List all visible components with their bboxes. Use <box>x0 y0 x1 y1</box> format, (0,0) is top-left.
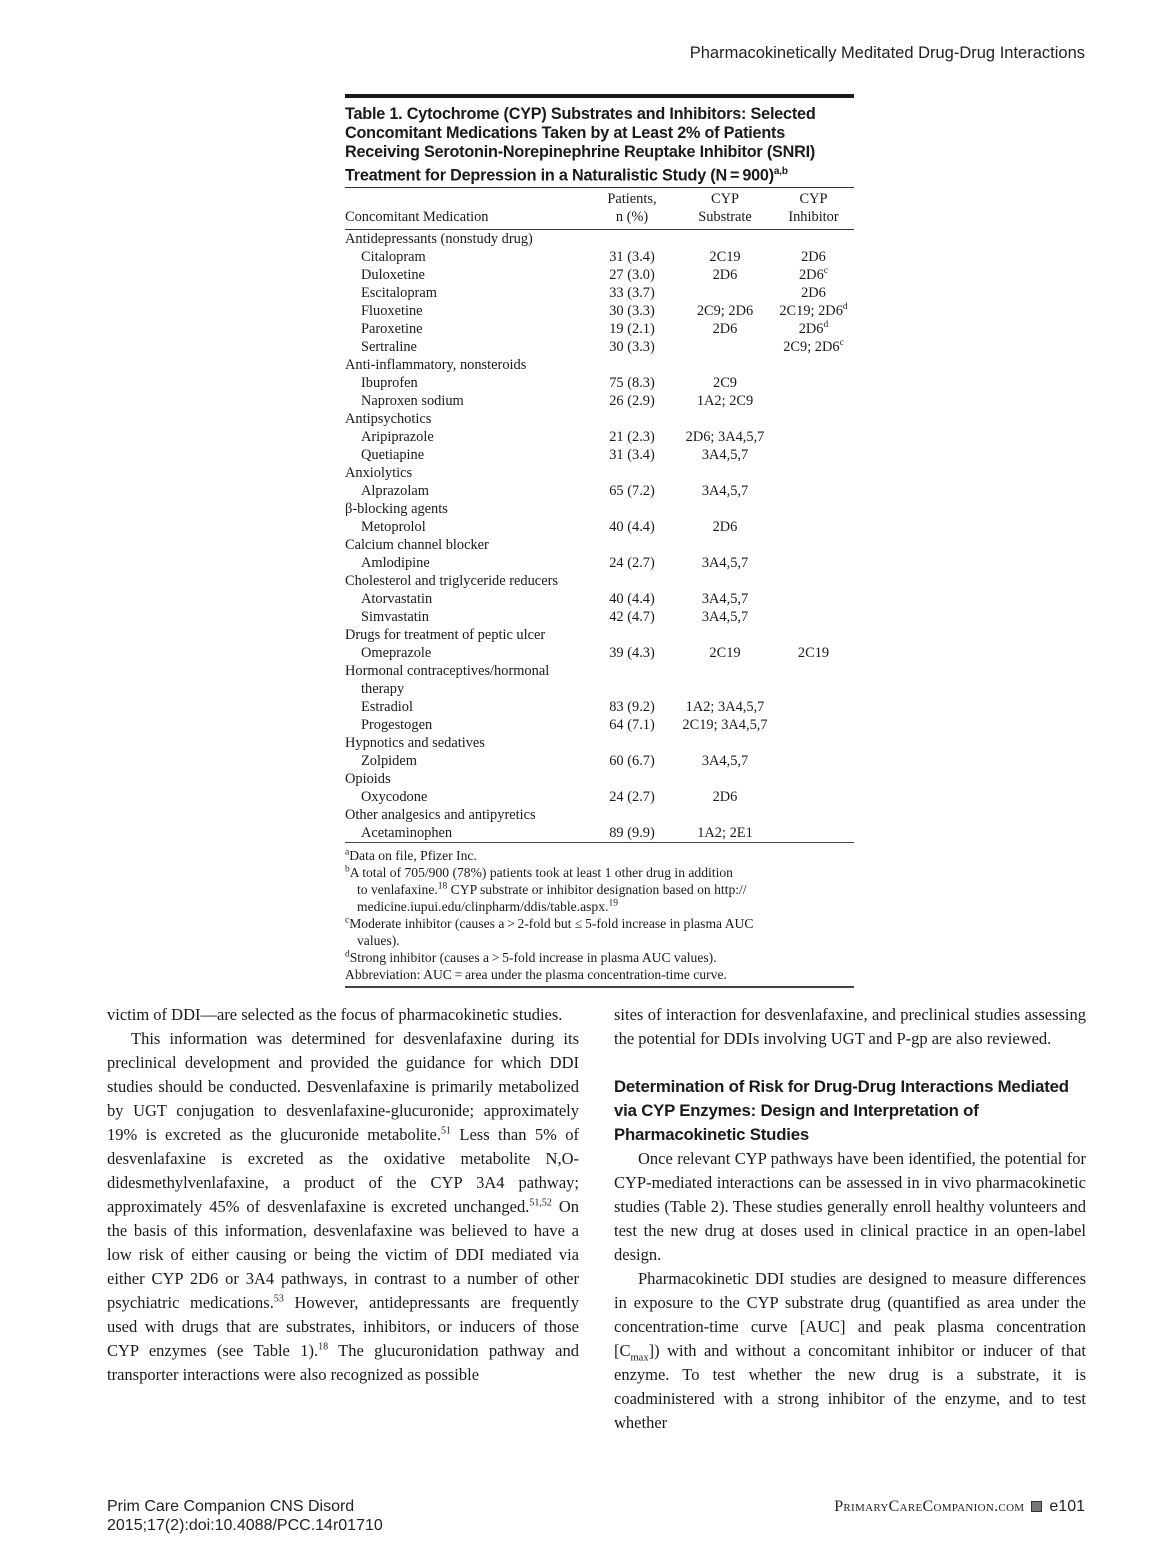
table-category-row <box>345 500 854 518</box>
table-row <box>345 446 854 464</box>
cell-substrate: 2C19; 3A4,5,7 <box>682 717 768 734</box>
table-category-row <box>345 230 854 249</box>
cell-inhibitor <box>773 824 854 843</box>
citation-ref: 51,52 <box>529 1197 552 1209</box>
cell-inhibitor <box>773 446 854 464</box>
cell-inhibitor: 2D6$^d$ <box>798 320 829 338</box>
cell-medication: Acetaminophen <box>345 824 587 843</box>
cell-substrate: 3A4,5,7 <box>701 591 749 608</box>
table-category-row <box>345 680 854 698</box>
cell-patients: 24 (2.7) <box>609 555 655 572</box>
cell-inhibitor <box>773 698 854 716</box>
table-row <box>345 554 854 572</box>
cell-medication: Amlodipine <box>361 555 430 572</box>
citation-ref: 53 <box>273 1293 284 1305</box>
cell-substrate: 2C9; 2D6 <box>696 303 754 320</box>
cell-substrate: 3A4,5,7 <box>701 609 749 626</box>
cell-category: Opioids <box>345 771 391 788</box>
table-row <box>345 428 854 446</box>
table-header-row <box>345 188 854 230</box>
paragraph: Pharmacokinetic DDI studies are designed to measure differences in exposure to the CYP substrate drug (quantified as area under the concentration-time curve [AUC] and peak plasma concentration $[C_{max}]$) with and without a concomitant inhibitor or inducer of that enzyme. To test whether the new drug is a substrate, it is coadministered with a strong inhibitor of the enzyme, and to test whether <box>614 1269 1086 1432</box>
footnote-abbreviation: Abbreviation: AUC = area under the plasma concentration-time curve. <box>345 967 727 983</box>
cell-substrate: 2D6 <box>712 789 738 806</box>
cell-patients: 27 (3.0) <box>609 267 655 284</box>
table-1 <box>345 94 854 988</box>
cell-medication: Atorvastatin <box>361 591 433 608</box>
paragraph: Once relevant CYP pathways have been identified, the potential for CYP-mediated interactions can be assessed in in vivo pharmacokinetic studies (Table 2). These studies generally enroll healthy volunteers and test the new drug at doses used in clinical practice in an open-label design. <box>614 1149 1086 1264</box>
table-category-row <box>345 770 854 788</box>
square-separator-icon <box>1031 1501 1042 1512</box>
cell-category: Hypnotics and sedatives <box>345 735 485 752</box>
doi: 2015;17(2):doi:10.4088/PCC.14r01710 <box>107 1517 383 1534</box>
body-column-left <box>107 1003 579 1387</box>
footer-page-info <box>834 1497 1085 1516</box>
cell-medication: Naproxen sodium <box>361 393 464 410</box>
cell-category: Other analgesics and antipyretics <box>345 807 536 824</box>
col-header-substrate: CYP Substrate <box>677 188 773 230</box>
cell-medication: Oxycodone <box>361 789 428 806</box>
cell-inhibitor <box>773 590 854 608</box>
cell-medication: Omeprazole <box>361 645 432 662</box>
table-row <box>345 482 854 500</box>
cell-category: Antipsychotics <box>345 411 432 428</box>
cell-substrate: 2C9 <box>713 375 737 392</box>
footnote-url: medicine.iupui.edu/clinpharm/ddis/table.aspx. <box>357 899 609 915</box>
footnote-b: $^b$A total of 705/900 (78%) patients took at least 1 other drug in addition to venlafaxine.$^{18}$ CYP substrate or inhibitor designation based on http:// medicine.iupui.edu/clinpharm/ddis/table.aspx.$^{19}$ <box>345 864 747 915</box>
cell-medication: Quetiapine <box>361 447 425 464</box>
cell-medication: Fluoxetine <box>361 303 423 320</box>
cell-substrate: 2D6 <box>712 267 738 284</box>
table-row <box>345 284 854 302</box>
cell-patients: 83 (9.2) <box>609 699 655 716</box>
table-row <box>345 248 854 266</box>
table-row <box>345 752 854 770</box>
cell-patients: 65 (7.2) <box>609 483 655 500</box>
cell-category: Antidepressants (nonstudy drug) <box>345 231 533 248</box>
cell-category: therapy <box>361 681 405 698</box>
table-category-row <box>345 536 854 554</box>
cell-inhibitor: 2C19 <box>797 645 830 662</box>
cell-medication: Sertraline <box>361 339 417 356</box>
cell-patients: 39 (4.3) <box>609 645 655 662</box>
cell-medication: Paroxetine <box>361 321 423 338</box>
cell-patients: 33 (3.7) <box>609 285 655 302</box>
table-body <box>345 230 854 843</box>
cell-category: Anti-inflammatory, nonsteroids <box>345 357 527 374</box>
footnote-c: $^c$Moderate inhibitor (causes a > 2-fold but ≤ 5-fold increase in plasma AUC values). <box>345 915 754 949</box>
footnote-d: $^d$Strong inhibitor (causes a > 5-fold increase in plasma AUC values). <box>345 949 717 966</box>
cell-inhibitor <box>773 482 854 500</box>
cell-patients: 64 (7.1) <box>609 717 655 734</box>
table-row <box>345 644 854 662</box>
cell-category: Hormonal contraceptives/hormonal <box>345 663 550 680</box>
cell-patients: 75 (8.3) <box>609 375 655 392</box>
table-row <box>345 788 854 806</box>
cell-inhibitor: 2C9; 2D6$^c$ <box>783 338 844 356</box>
website: PrimaryCareCompanion.com <box>834 1498 1025 1515</box>
cell-medication: Ibuprofen <box>361 375 418 392</box>
cell-medication: Escitalopram <box>361 285 437 302</box>
table-row <box>345 716 854 734</box>
cell-patients: 30 (3.3) <box>609 303 655 320</box>
cell-medication: Progestogen <box>361 717 433 734</box>
table-row <box>345 302 854 320</box>
paragraph: This information was determined for desvenlafaxine during its preclinical development and provided the guidance for which DDI studies should be conducted. Desvenlafaxine is primarily metabolized by UGT conjugation to desvenlafaxine-glucuronide; approximately 19% is excreted as the glucuronide metabolite.$^{51}$ Less than 5% of desvenlafaxine is excreted as the oxidative metabolite N,O-didesmethylvenlafaxine, a product of the CYP 3A4 pathway; approximately 45% of desvenlafaxine is excreted unchanged.$^{51,52}$ On the basis of this information, desvenlafaxine was believed to have a low risk of either causing or being the victim of DDI mediated via either CYP 2D6 or 3A4 pathways, in contrast to a number of other psychiatric medications.$^{53}$ However, antidepressants are frequently used with drugs that are substrates, inhibitors, or inducers of those CYP enzymes (see Table 1).$^{18}$ The glucuronidation pathway and transporter interactions were also recognized as possible <box>107 1029 580 1384</box>
cell-substrate: 2D6; 3A4,5,7 <box>685 429 765 446</box>
table-category-row <box>345 356 854 374</box>
cell-substrate: 3A4,5,7 <box>701 753 749 770</box>
cell-substrate <box>677 284 773 302</box>
paragraph: sites of interaction for desvenlafaxine, and preclinical studies assessing the potential for DDIs involving UGT and P-gp are also reviewed. <box>614 1005 1086 1048</box>
table-category-row <box>345 734 854 752</box>
cell-inhibitor: 2C19; 2D6$^d$ <box>779 302 848 320</box>
cell-inhibitor <box>773 716 854 734</box>
cell-patients: 60 (6.7) <box>609 753 655 770</box>
col-header-medication: Concomitant Medication <box>345 188 587 230</box>
cell-medication: Metoprolol <box>361 519 426 536</box>
cell-medication: Zolpidem <box>361 753 417 770</box>
table-row <box>345 320 854 338</box>
cell-patients: 24 (2.7) <box>609 789 655 806</box>
cell-patients: 40 (4.4) <box>609 519 655 536</box>
cell-substrate: 2C19 <box>709 249 741 266</box>
page-number: e101 <box>1049 1498 1085 1515</box>
table-row <box>345 374 854 392</box>
cell-patients: 30 (3.3) <box>609 339 655 356</box>
cell-inhibitor <box>773 554 854 572</box>
table-row <box>345 698 854 716</box>
cell-medication: Duloxetine <box>361 267 425 284</box>
cell-substrate: 1A2; 2C9 <box>696 393 754 410</box>
cell-substrate: 3A4,5,7 <box>701 483 749 500</box>
cell-substrate: 1A2; 3A4,5,7 <box>685 699 765 716</box>
footnote-a: $^a$Data on file, Pfizer Inc. <box>345 847 477 864</box>
citation-ref: 51 <box>441 1125 451 1137</box>
cell-inhibitor: 2D6$^c$ <box>798 266 828 284</box>
cell-medication: Citalopram <box>361 249 426 266</box>
table-row <box>345 392 854 410</box>
section-heading: Determination of Risk for Drug-Drug Interactions Mediated via CYP Enzymes: Design and Interpretation of Pharmacokinetic Studies <box>614 1077 1069 1144</box>
cell-inhibitor <box>773 518 854 536</box>
cell-inhibitor <box>773 608 854 626</box>
table-category-row <box>345 572 854 590</box>
cell-category: Cholesterol and triglyceride reducers <box>345 573 558 590</box>
cell-substrate: 2D6 <box>712 519 738 536</box>
cell-category: Calcium channel blocker <box>345 537 489 554</box>
cell-patients: 89 (9.9) <box>587 824 677 843</box>
table-category-row <box>345 410 854 428</box>
cell-patients: 31 (3.4) <box>609 447 655 464</box>
cell-inhibitor <box>773 374 854 392</box>
table-category-row <box>345 626 854 644</box>
footer-citation <box>107 1497 383 1535</box>
cell-medication: Alprazolam <box>361 483 429 500</box>
table-row <box>345 590 854 608</box>
cell-inhibitor: 2D6 <box>801 249 826 266</box>
cyp-table <box>345 188 854 843</box>
table-row <box>345 266 854 284</box>
cell-substrate: 3A4,5,7 <box>701 447 749 464</box>
cell-patients: 31 (3.4) <box>609 249 655 266</box>
table-footnotes <box>345 843 854 986</box>
table-bottom-rule <box>345 986 854 988</box>
cell-substrate: 1A2; 2E1 <box>677 824 773 843</box>
cell-patients: 42 (4.7) <box>609 609 655 626</box>
table-title: Table 1. Cytochrome (CYP) Substrates and Inhibitors: Selected Concomitant Medications Taken by at Least 2% of Patients Receiving Serotonin-Norepinephrine Reuptake Inhibitor (SNRI) Treatment for Depression in a Naturalistic Study (N = 900)$^{a,b}$ <box>345 105 816 185</box>
cell-medication: Aripiprazole <box>361 429 434 446</box>
citation-ref: 18 <box>318 1341 329 1353</box>
journal-name: Prim Care Companion CNS Disord <box>107 1498 355 1515</box>
table-row <box>345 338 854 356</box>
cell-patients: 26 (2.9) <box>609 393 655 410</box>
body-column-right <box>614 1003 1086 1435</box>
cell-inhibitor <box>773 392 854 410</box>
cell-category: Drugs for treatment of peptic ulcer <box>345 627 546 644</box>
cell-patients: 19 (2.1) <box>609 321 655 338</box>
title-footnote-marks: a,b <box>773 166 788 177</box>
running-head: Pharmacokinetically Meditated Drug-Drug Interactions <box>689 44 1085 62</box>
cell-category: β-blocking agents <box>345 501 448 518</box>
cell-patients: 21 (2.3) <box>609 429 655 446</box>
cell-inhibitor <box>773 752 854 770</box>
cell-patients: 40 (4.4) <box>609 591 655 608</box>
table-category-row <box>345 806 854 824</box>
table-category-row <box>345 662 854 680</box>
cell-inhibitor: 2D6 <box>801 285 826 302</box>
table-row <box>345 824 854 843</box>
table-category-row <box>345 464 854 482</box>
cell-substrate <box>677 338 773 356</box>
table-row <box>345 608 854 626</box>
table-row <box>345 518 854 536</box>
cell-medication: Estradiol <box>361 699 413 716</box>
paragraph: victim of DDI—are selected as the focus of pharmacokinetic studies. <box>107 1005 563 1024</box>
cell-inhibitor <box>773 788 854 806</box>
col-header-patients: Patients, n (%) <box>587 188 677 230</box>
cell-substrate: 2C19 <box>709 645 741 662</box>
cell-substrate: 3A4,5,7 <box>701 555 749 572</box>
cell-inhibitor <box>773 428 854 446</box>
col-header-inhibitor: CYP Inhibitor <box>773 188 854 230</box>
cell-medication: Simvastatin <box>361 609 429 626</box>
cell-substrate: 2D6 <box>712 321 738 338</box>
cell-category: Anxiolytics <box>345 465 413 482</box>
